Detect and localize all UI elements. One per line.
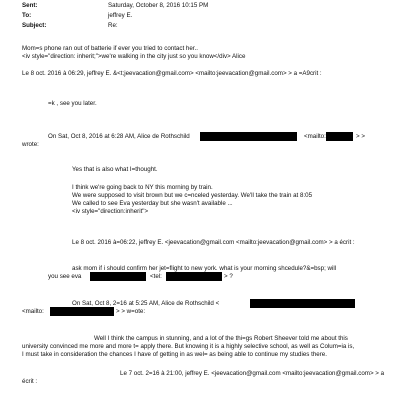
redaction-box — [50, 307, 114, 316]
to-label: To: — [22, 12, 32, 19]
redaction-box — [250, 299, 355, 308]
body-line: Well I think the campus in stunning, and a lot of the thi=gs Robert Sheever told me about this — [94, 335, 348, 342]
subject-value: Re: — [108, 22, 118, 29]
quote-header: > > — [356, 133, 365, 140]
body-line: Yes that is also what I=thought. — [72, 166, 158, 173]
body-line: Mom=s phone ran out of batterie if ever you tried to contact her.. — [22, 45, 198, 52]
body-line: We were supposed to visit brown but we c=nceled yesterday. We'll take the train at 8:05 — [72, 192, 313, 199]
redaction-box — [166, 272, 222, 281]
sent-label: Sent: — [22, 2, 38, 9]
quote-header: Le 7 oct. 2=16 à 21:00, jeffrey E. <jeevacation@gmail.com <mailto:jeevacation@gmail.com> > a — [120, 370, 385, 377]
quote-header: <mailto: — [304, 133, 326, 140]
quote-header: Le 8 oct. 2016 à=06:22, jeffrey E. <jeevacation@gmail.com <mailto:jeevacation@gmail.com> > a écrit : — [72, 239, 355, 246]
quote-header: > > w=ote: — [116, 308, 146, 315]
quote-header: On Sat, Oct 8, 2016 at 6:28 AM, Alice de Rothschild — [48, 133, 190, 140]
body-line: > ? — [224, 273, 233, 280]
subject-label: Subject: — [22, 22, 47, 29]
body-line: university convinced me more and more t= apply there. But knowing it is a highly selective school, as well as Colum=ia is, — [22, 343, 355, 350]
body-line: <tel: — [150, 273, 162, 280]
body-line: <iv style="direction:inherit"> — [72, 208, 149, 215]
redaction-box — [90, 272, 146, 281]
body-line: I must take in consideration the chances I have of getting in as wel= as being able to continue my studies there. — [22, 351, 327, 358]
sent-value: Saturday, October 8, 2016 10:15 PM — [108, 2, 209, 9]
body-line: you see eva — [48, 273, 82, 280]
quote-header: écrit : — [22, 378, 38, 385]
body-line: <iv style="direction: inherit;">we're walking in the city just so you know</div> Alice — [22, 53, 246, 60]
quote-header: On Sat, Oct 8, 2=16 at 5:25 AM, Alice de Rothschild < — [72, 300, 220, 307]
redaction-box — [200, 132, 297, 141]
quote-header: <mailto: — [22, 308, 44, 315]
body-line: We called to see Eva yesterday but she wasn't available ... — [72, 200, 233, 207]
body-line: =k , see you later. — [48, 100, 97, 107]
quote-header: Le 8 oct. 2016 à 06:29, jeffrey E. &<t;jeevacation@gmail.com> <mailto:jeevacation@gmail.com> > a =A9crit : — [22, 70, 322, 77]
body-line: I think we're going back to NY this morning by train. — [72, 184, 213, 191]
redaction-box — [326, 132, 353, 141]
to-value: jeffrey E. — [108, 12, 133, 19]
quote-header: wrote: — [22, 141, 39, 148]
body-line: ask mom if i should confirm her jet=flight to new york. what is your morning shcedule?&=bsp; will — [72, 265, 337, 272]
